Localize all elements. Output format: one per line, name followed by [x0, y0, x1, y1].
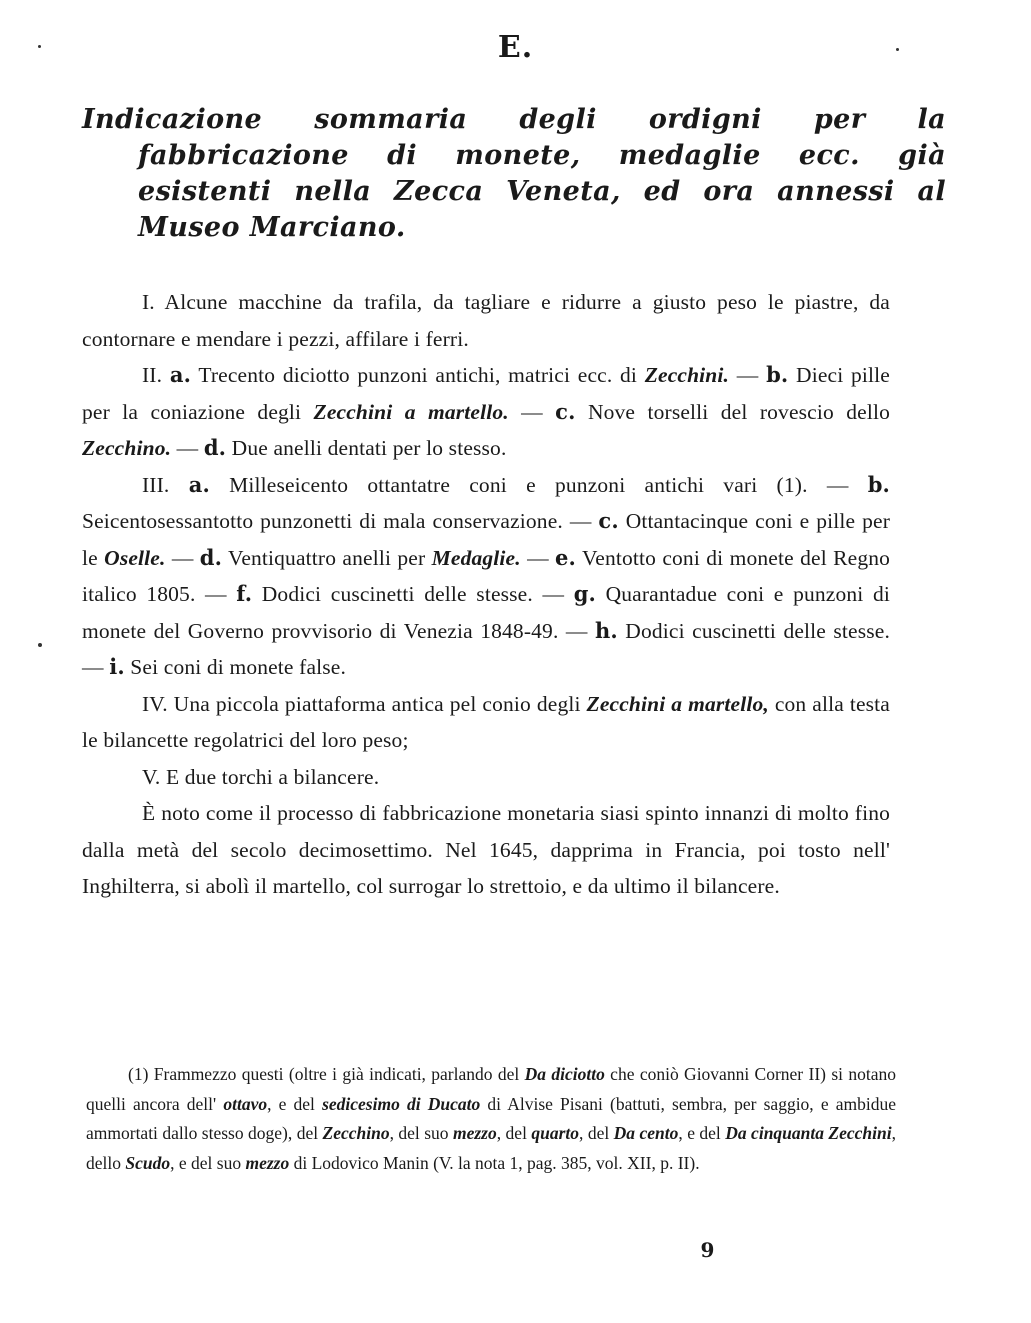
footnote-text: , e del suo — [170, 1152, 246, 1173]
item-iii-c-text: Ottantacinque coni e pille per le — [82, 509, 890, 570]
item-iii-b-label: b. — [867, 471, 891, 497]
item-iv-text-end: con alla testa le bilancette regolatrici del loro peso; — [82, 691, 890, 752]
footnote-italic: sedicesimo di Ducato — [322, 1093, 481, 1114]
dash: — — [562, 509, 599, 533]
item-ii-c-italic: Zecchino. — [82, 436, 172, 460]
item-iii-number: III. — [142, 472, 170, 497]
dash: — — [520, 545, 556, 570]
footnote-text: di Alvise Pisani (battuti, sembra, per saggio, e ambidue ammortati dallo stesso doge), del — [86, 1093, 897, 1143]
footnote-italic: mezzo — [452, 1123, 497, 1143]
item-iii-c-italic: Oselle. — [104, 545, 166, 570]
footnote-italic: quarto — [531, 1123, 580, 1143]
dash: — — [558, 618, 595, 643]
dash: — — [171, 436, 204, 460]
footnote-text: (1) Frammezzo questi (oltre i già indicati, parlando del — [128, 1064, 525, 1084]
item-iii-d-italic: Medaglie. — [431, 545, 521, 570]
footnote-text: , dello — [86, 1123, 896, 1173]
footnote-italic: Da diciotto — [524, 1064, 605, 1084]
item-ii-c-text: Nove torselli del rovescio dello — [575, 399, 890, 424]
item-iii-f-text: Dodici cuscinetti delle stesse. — [252, 582, 533, 606]
body-text — [82, 284, 890, 905]
footnote-text: , del — [579, 1123, 614, 1143]
footnote-italic: mezzo — [245, 1152, 290, 1173]
dash: — — [165, 545, 200, 570]
item-ii-a-label: a. — [169, 362, 192, 387]
ink-speck — [38, 643, 42, 647]
item-ii-c-label: c. — [555, 398, 576, 424]
item-i-text: I. Alcune macchine da trafila, da tagliare e ridurre a giusto peso le piastre, da contornare e mendare i pezzi, affilare i ferri. — [82, 290, 890, 351]
item-ii — [82, 357, 890, 467]
item-iii-h-label: h. — [594, 617, 618, 643]
item-v — [82, 759, 890, 796]
footnote-italic: Da cento — [613, 1123, 679, 1143]
item-iii-i-label: i. — [109, 654, 125, 679]
item-ii-b-text: Dieci pille per la coniazione degli — [82, 363, 890, 424]
page-number: 9 — [700, 1238, 715, 1262]
item-ii-d-label: d. — [203, 435, 227, 460]
item-iii-c-label: c. — [598, 508, 619, 533]
item-iv — [82, 686, 890, 759]
item-iii-g-label: g. — [573, 581, 596, 606]
item-ii-a-italic: Zecchini. — [644, 363, 730, 387]
item-ii-number: II. — [142, 363, 163, 387]
section-letter: E. — [497, 30, 534, 65]
dash: — — [807, 472, 868, 497]
dash: — — [508, 399, 556, 424]
item-iii — [82, 467, 890, 686]
footnote-text: , e del — [267, 1093, 323, 1114]
item-ii-a-text: Trecento diciotto punzoni antichi, matrici ecc. di — [191, 363, 645, 387]
item-iii-i-text: Sei coni di monete false. — [124, 655, 347, 679]
item-iii-e-label: e. — [555, 544, 577, 570]
dash: — — [82, 655, 110, 679]
item-v-text: V. E due torchi a bilancere. — [142, 764, 380, 789]
item-iv-italic: Zecchini a martello, — [586, 691, 769, 716]
item-iii-f-label: f. — [236, 581, 253, 606]
section-heading: Indicazione sommaria degli ordigni per la fabbricazione di monete, medaglie ecc. già esistenti nella Zecca Veneta, ed ora annessi al Museo Marciano. — [82, 104, 946, 243]
footnote-italic: Da cinquanta Zecchini — [725, 1123, 892, 1143]
item-iii-h-text: Dodici cuscinetti delle stesse. — [617, 618, 890, 643]
footnote-italic: Zecchino — [322, 1123, 390, 1143]
item-iii-a-label: a. — [188, 471, 210, 497]
footnote-text: , del suo — [389, 1123, 453, 1143]
closing-paragraph-text: È noto come il processo di fabbricazione monetaria siasi spinto innanzi di molto fino dalla metà del secolo decimosettimo. Nel 1645, dapprima in Francia, poi tosto nell' Inghilterra, si abolì il martello, col surrogar lo strettoio, e da ultimo il bilancere. — [82, 801, 890, 898]
footnote-italic: Scudo — [125, 1152, 171, 1173]
dash: — — [729, 363, 767, 387]
item-iii-b-text: Seicentosessantotto punzonetti di mala conservazione. — [82, 509, 563, 533]
item-ii-b-label: b. — [766, 362, 789, 387]
footnote-text: , del — [496, 1123, 532, 1143]
ink-speck — [38, 45, 41, 48]
dash: — — [532, 582, 574, 606]
item-i — [82, 284, 890, 357]
item-iii-a-text: Milleseicento ottantatre coni e punzoni antichi vari (1). — [209, 472, 808, 497]
item-ii-b-italic: Zecchini a martello. — [313, 399, 509, 424]
item-iii-g-text: Quarantadue coni e punzoni di monete del Governo provvisorio di Venezia 1848-49. — [82, 582, 890, 643]
footnote-italic: ottavo — [223, 1093, 268, 1114]
footnote-text: , e del — [678, 1123, 726, 1143]
item-iii-d-label: d. — [199, 544, 223, 570]
footnote-text: di Lodovico Manin (V. la nota 1, pag. 385, vol. XII, p. II). — [289, 1152, 700, 1173]
item-iii-e-text: Ventotto coni di monete del Regno italico 1805. — [82, 545, 891, 606]
item-ii-d-text: Due anelli dentati per lo stesso. — [226, 436, 507, 460]
footnote-text: che coniò Giovanni Corner II) si notano quelli ancora dell' — [86, 1064, 896, 1114]
ink-speck — [896, 48, 899, 51]
closing-paragraph — [82, 795, 890, 905]
item-iv-text: IV. Una piccola piattaforma antica pel conio degli — [142, 691, 587, 716]
dash: — — [195, 582, 237, 606]
footnote — [86, 1060, 896, 1178]
item-iii-d-text: Ventiquattro anelli per — [222, 545, 432, 570]
